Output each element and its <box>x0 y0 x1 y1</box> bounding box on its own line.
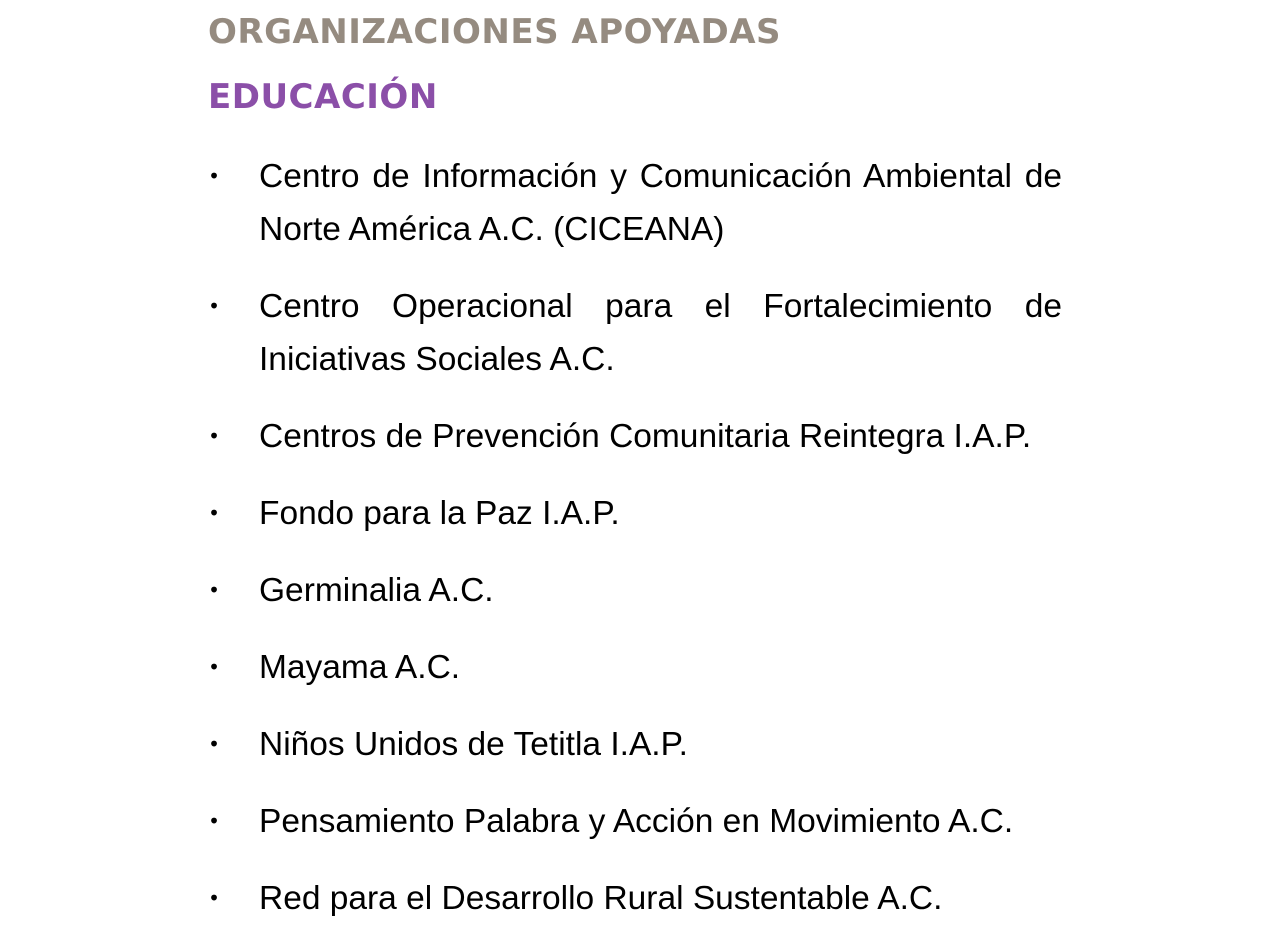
bullet-icon: • <box>208 578 220 602</box>
organization-name: Centro de Información y Comunicación Ambiental de Norte América A.C. (CICEANA) <box>259 158 1062 248</box>
bullet-icon: • <box>208 732 220 756</box>
subsection-title: EDUCACIÓN <box>208 77 438 117</box>
organization-list <box>208 150 1062 949</box>
organization-list-item <box>208 795 1062 848</box>
organization-name: Pensamiento Palabra y Acción en Movimiento A.C. <box>259 803 1014 840</box>
bullet-icon: • <box>208 886 220 910</box>
organization-name: Centros de Prevención Comunitaria Reintegra I.A.P. <box>259 418 1032 455</box>
organization-list-item <box>208 564 1062 617</box>
organization-name: Centro Operacional para el Fortalecimiento de Iniciativas Sociales A.C. <box>259 288 1062 378</box>
organization-list-item <box>208 150 1062 256</box>
organization-name: Germinalia A.C. <box>259 572 494 609</box>
organization-name: Red para el Desarrollo Rural Sustentable A.C. <box>259 880 943 917</box>
bullet-icon: • <box>208 164 220 188</box>
organization-list-item <box>208 872 1062 925</box>
organization-list-item <box>208 641 1062 694</box>
organization-name: Fondo para la Paz I.A.P. <box>259 495 620 532</box>
organization-name: Niños Unidos de Tetitla I.A.P. <box>259 726 688 763</box>
bullet-icon: • <box>208 501 220 525</box>
bullet-icon: • <box>208 424 220 448</box>
organization-list-item <box>208 280 1062 386</box>
section-title: ORGANIZACIONES APOYADAS <box>208 12 782 52</box>
bullet-icon: • <box>208 809 220 833</box>
organization-list-item <box>208 487 1062 540</box>
organization-list-item <box>208 718 1062 771</box>
organization-list-item <box>208 410 1062 463</box>
organization-name: Mayama A.C. <box>259 649 461 686</box>
bullet-icon: • <box>208 655 220 679</box>
bullet-icon: • <box>208 294 220 318</box>
